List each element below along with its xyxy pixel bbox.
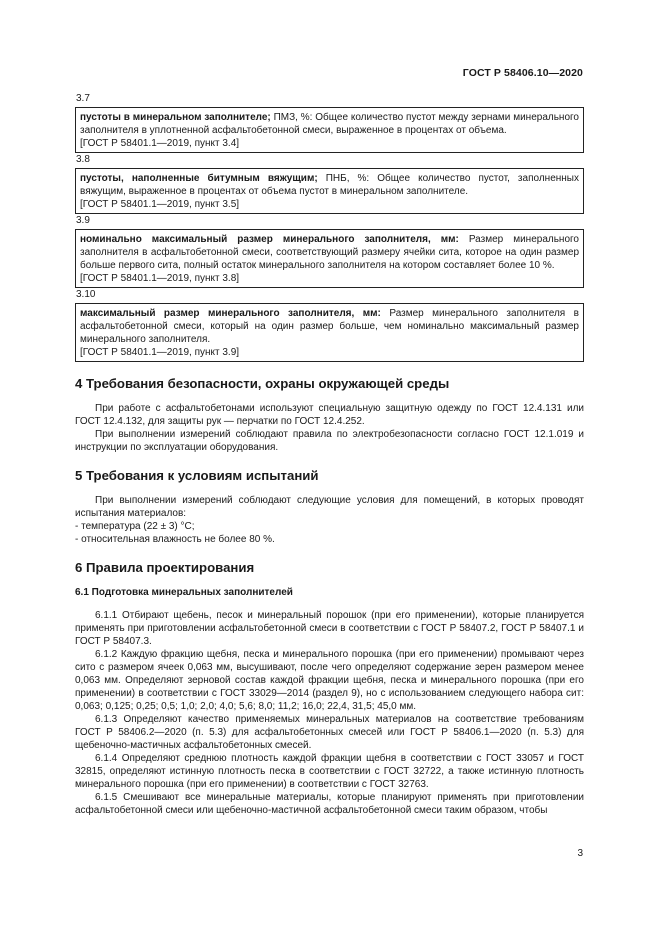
term-entry [75,107,584,153]
subsection-6-1-title: 6.1 Подготовка минеральных заполнителей [75,587,293,598]
term-name: максимальный размер минерального заполнителя, мм: [80,308,381,319]
section-6-title: 6 Правила проектирования [75,560,255,575]
term-definition: Размер минерального заполнителя в асфальтобетонной смеси, который на один размер больше, чем номинально максимальный размер минерального заполнителя. [80,308,579,345]
term-number: 3.8 [76,154,90,165]
document-header: ГОСТ Р 58406.10—2020 [462,67,583,79]
paragraph-6-1-2: 6.1.2 Каждую фракцию щебня, песка и минерального порошка (при его применении) промывают через сито с размером ячеек 0,063 мм, высушивают, после чего определяют содержание зерен размером менее 0,063 мм. Определяют зерновой состав каждой фракции щебня, песка и минерального порошка (при его применении) в соответствии с ГОСТ 33029—2014 (раздел 9), но с использованием следующего набора сит: 0,063; 0,125; 0,25; 0,5; 1,0; 2,0; 4,0; 5,6; 8,0; 11,2; 16,0; 22,4, 31,5; 45,0 мм. [75,649,584,712]
term-number: 3.7 [76,93,90,104]
paragraph-6-1-1: 6.1.1 Отбирают щебень, песок и минеральный порошок (при его применении), которые планируется применять при приготовлении асфальтобетонной смеси в соответствии с ГОСТ Р 58407.2, ГОСТ Р 58407.1 и ГОСТ Р 58407.3. [75,610,584,647]
term-definition: ПНБ, %: Общее количество пустот, заполненных вяжущим, выраженное в процентах от объема пустот в минеральном заполнителе. [80,173,579,197]
term-name: пустоты в минеральном заполнителе; [80,112,271,123]
paragraph-6-1-4: 6.1.4 Определяют среднюю плотность каждой фракции щебня в соответствии с ГОСТ 33057 и ГОСТ 32815, определяют истинную плотность песка в соответствии с ГОСТ 32722, а также истинную плотность минерального порошка (при его применении) в соответствии с ГОСТ 32763. [75,753,584,790]
list-item: - относительная влажность не более 80 %. [75,534,275,545]
paragraph-6-1-5: 6.1.5 Смешивают все минеральные материалы, которые планируют применять при приготовлении асфальтобетонной смеси или щебеночно-мастичной асфальтобетонной смеси таким образом, чтобы [75,792,584,816]
term-name: пустоты, наполненные битумным вяжущим; [80,173,318,184]
term-number: 3.10 [76,289,96,300]
term-reference: [ГОСТ Р 58401.1—2019, пункт 3.9] [80,347,240,358]
term-reference: [ГОСТ Р 58401.1—2019, пункт 3.5] [80,199,240,210]
term-number: 3.9 [76,215,90,226]
section-4-title: 4 Требования безопасности, охраны окружающей среды [75,376,450,391]
term-entry [75,168,584,214]
term-reference: [ГОСТ Р 58401.1—2019, пункт 3.8] [80,273,240,284]
term-reference: [ГОСТ Р 58401.1—2019, пункт 3.4] [80,138,240,149]
section-5-title: 5 Требования к условиям испытаний [75,468,319,483]
page-content [75,92,584,817]
term-definition: ПМЗ, %: Общее количество пустот между зернами минерального заполнителя в уплотненной асфальтобетонной смеси, выраженное в процентах от объема. [80,112,579,136]
term-definition: Размер минерального заполнителя в асфальтобетонной смеси, соответствующий размеру ячейки сита, которое на один размер больше первого сита, полный остаток минерального заполнителя на котором составляет более 10 %. [80,234,579,271]
paragraph-6-1-3: 6.1.3 Определяют качество применяемых минеральных материалов на соответствие требованиям ГОСТ Р 58406.2—2020 (п. 5.3) для асфальтобетонных смесей или ГОСТ Р 58406.1—2020 (п. 5.3) для щебеночно-мастичных асфальтобетонных смесей. [75,714,584,751]
term-entry [75,303,584,362]
term-entry [75,229,584,288]
section-4-paragraph: При выполнении измерений соблюдают правила по электробезопасности согласно ГОСТ 12.1.019 и инструкции по эксплуатации оборудования. [75,429,584,453]
term-name: номинально максимальный размер минерального заполнителя, мм: [80,234,459,245]
list-item: - температура (22 ± 3) °C; [75,521,195,532]
section-4-paragraph: При работе с асфальтобетонами используют специальную защитную одежду по ГОСТ 12.4.131 или ГОСТ 12.4.132, для защиты рук — перчатки по ГОСТ 12.4.252. [75,403,584,427]
page-number: 3 [577,848,583,859]
section-5-paragraph: При выполнении измерений соблюдают следующие условия для помещений, в которых проводят испытания материалов: [75,495,584,519]
